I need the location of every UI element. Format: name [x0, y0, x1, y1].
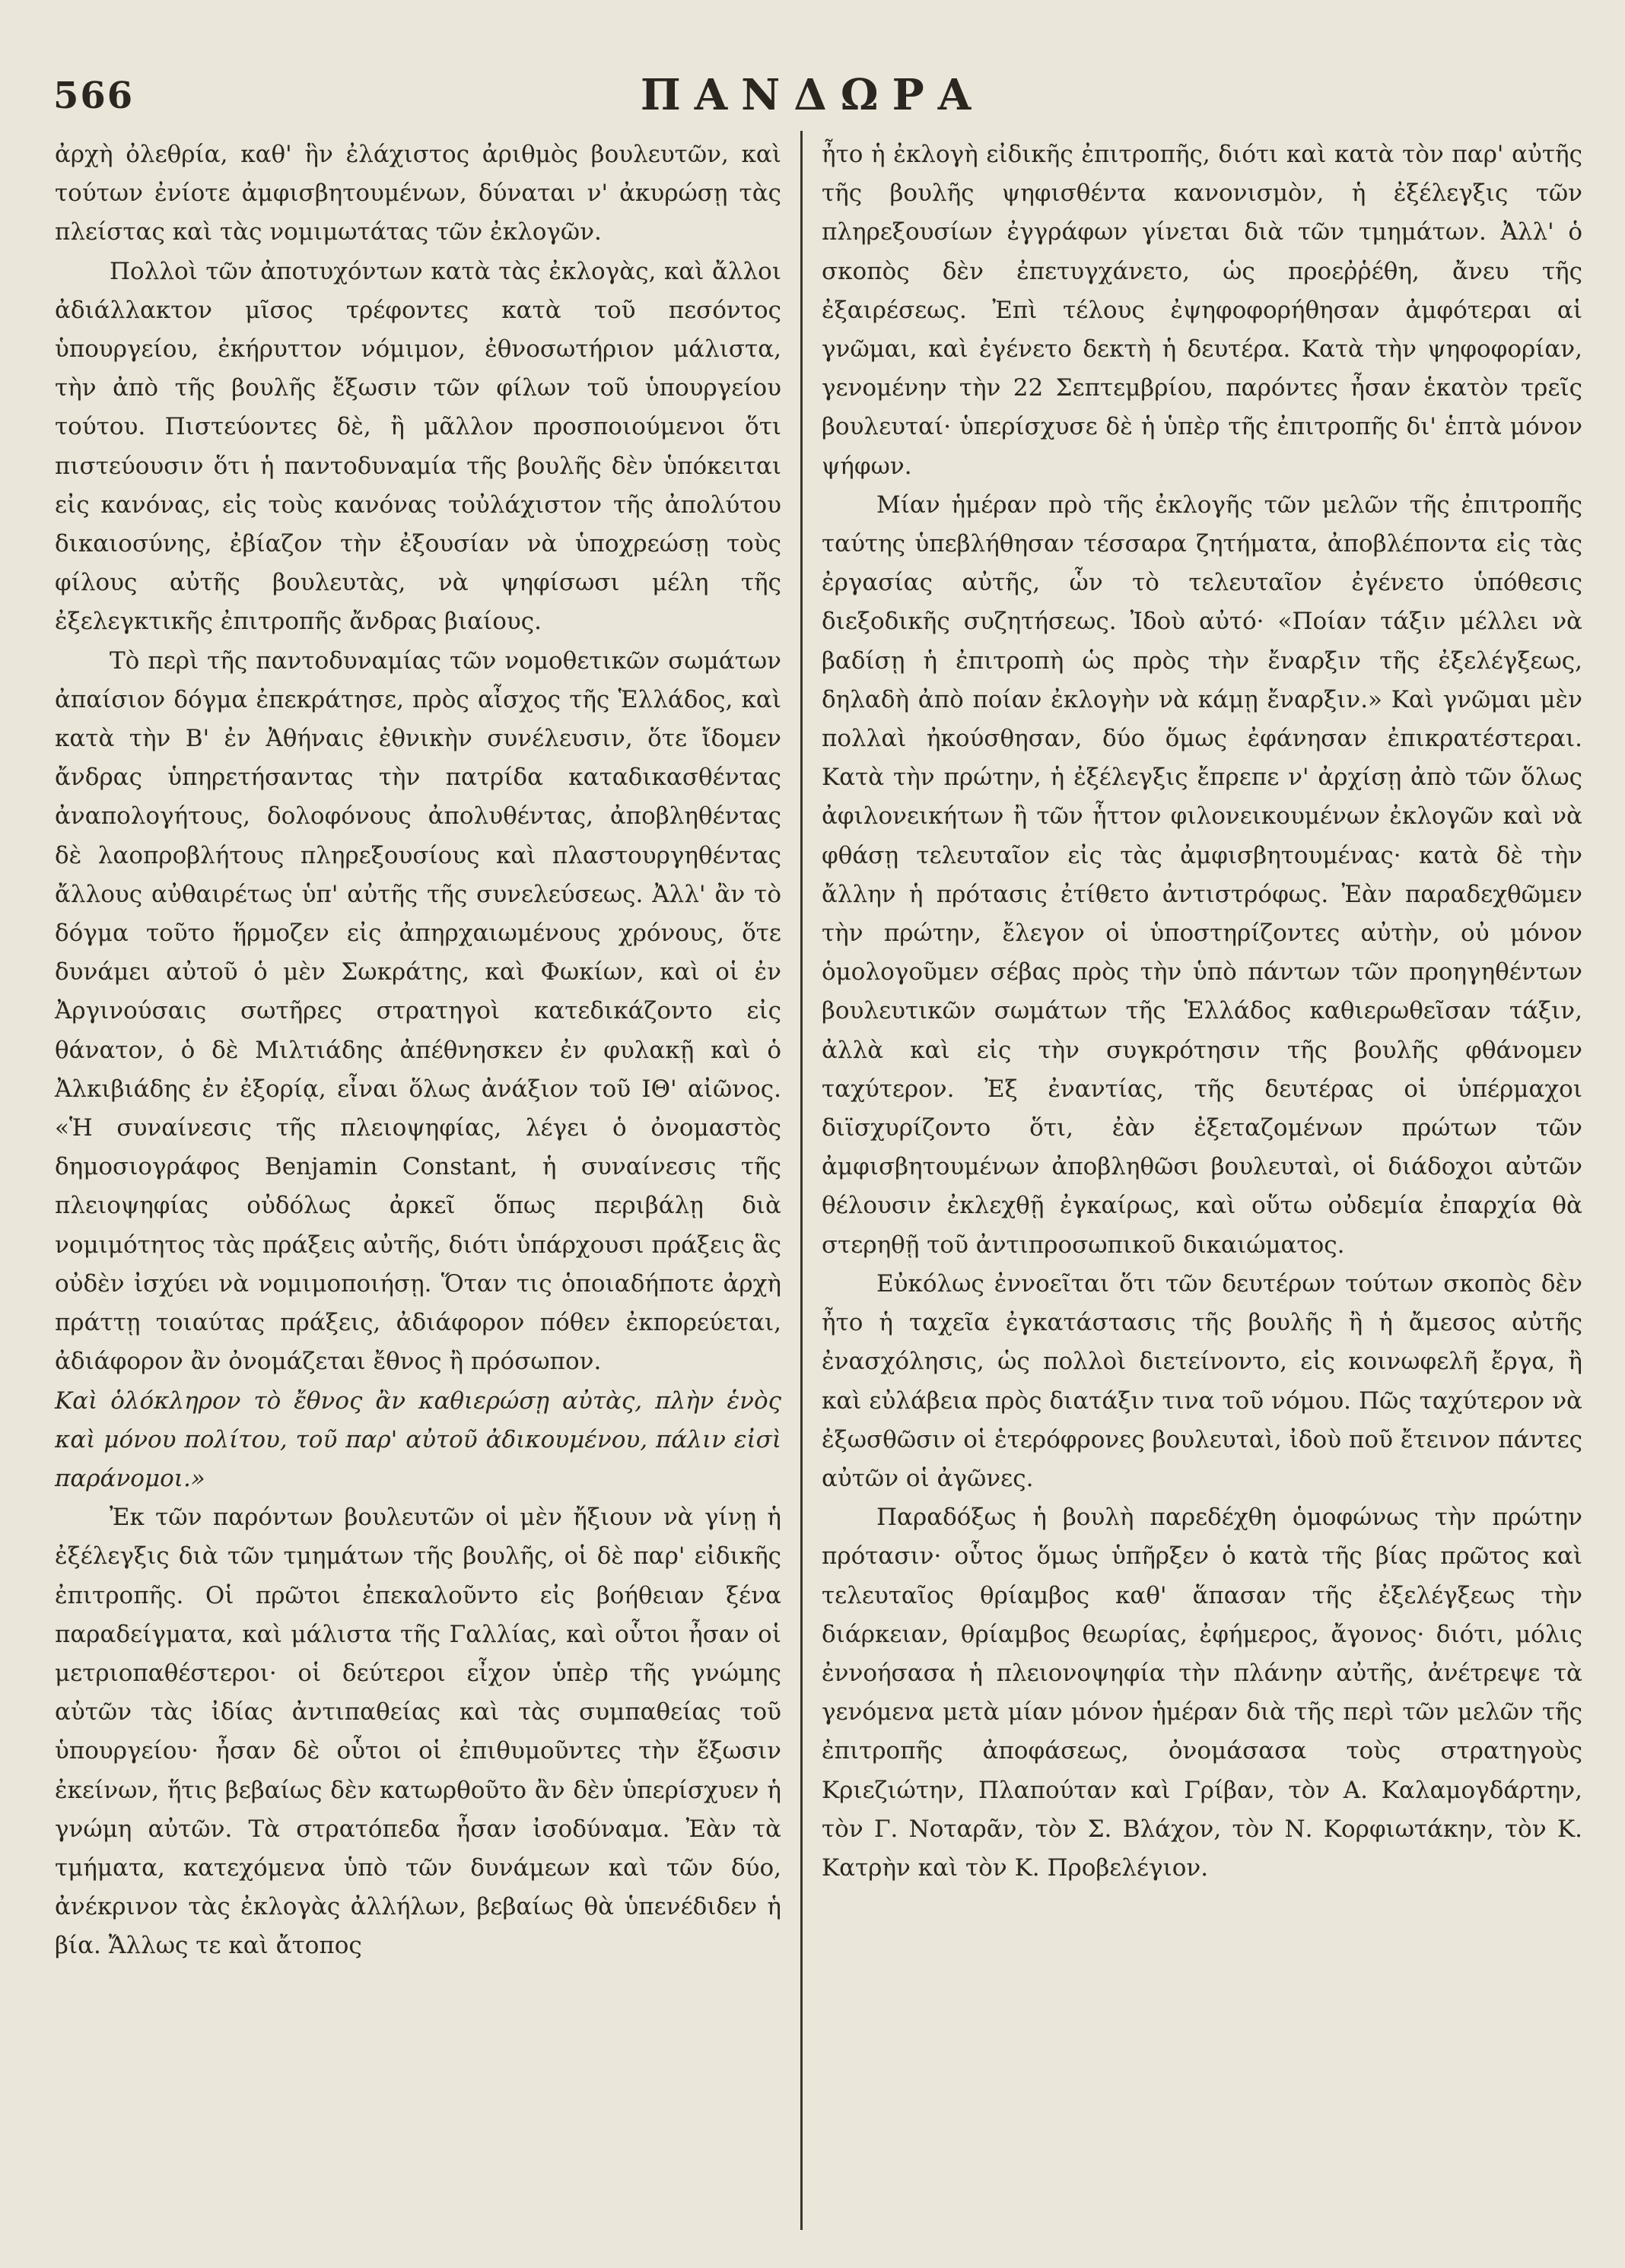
paragraph: Παραδόξως ἡ βουλὴ παρεδέχθη ὁμοφώνως τὴν πρώτην πρότασιν· οὗτος ὅμως ὑπῆρξεν ὁ κατὰ τῆς βίας πρῶτος καὶ τελευταῖος θρίαμβος καθ' ἅπασαν τῆς ἐξελέγξεως τὴν διάρκειαν, θρίαμβος θεωρίας, ἐφήμερος, ἄγονος· διότι, μόλις ἐννοήσασα ἡ πλειονοψηφία τὴν πλάνην αὐτῆς, ἀνέτρεψε τὰ γενόμενα μετὰ μίαν μόνον ἡμέραν διὰ τῆς περὶ τῶν μελῶν τῆς ἐπιτροπῆς ἀποφάσεως, ὀνομάσασα τοὺς στρατηγοὺς Κριεζιώτην, Πλαπούταν καὶ Γρίβαν, τὸν Α. Καλαμογδάρτην, τὸν Γ. Νοταρᾶν, τὸν Σ. Βλάχον, τὸν Ν. Κορφιωτάκην, τὸν Κ. Κατρὴν καὶ τὸν Κ. Προβελέγιον.	[822, 1504, 1582, 1882]
paragraph: Τὸ περὶ τῆς παντοδυναμίας τῶν νομοθετικῶν σωμάτων ἀπαίσιον δόγμα ἐπεκράτησε, πρὸς αἶσχος τῆς Ἑλλάδος, καὶ κατὰ τὴν Β' ἐν Ἀθήναις ἐθνικὴν συνέλευσιν, ὅτε ἴδομεν ἄνδρας ὑπηρετήσαντας τὴν πατρίδα καταδικασθέντας ἀναπολογήτους, δολοφόνους ἀπολυθέντας, ἀποβληθέντας δὲ λαοπροβλήτους πληρεξουσίους καὶ πλαστουργηθέντας ἄλλους αὐθαιρέτως ὑπ' αὐτῆς τῆς συνελεύσεως. Ἀλλ' ἂν τὸ δόγμα τοῦτο ἥρμοζεν εἰς ἀπηρχαιωμένους χρόνους, ὅτε δυνάμει αὐτοῦ ὁ μὲν Σωκράτης, καὶ Φωκίων, καὶ οἱ ἐν Ἀργινούσαις σωτῆρες στρατηγοὶ κατεδικάζοντο εἰς θάνατον, ὁ δὲ Μιλτιάδης ἀπέθνησκεν ἐν φυλακῇ καὶ ὁ Ἀλκιβιάδης ἐν ἐξορίᾳ, εἶναι ὅλως ἀνάξιον τοῦ ΙΘ' αἰῶνος. «Ἡ συναίνεσις τῆς πλειοψηφίας, λέγει ὁ ὀνομαστὸς δημοσιογράφος Benjamin Constant, ἡ συναίνεσις τῆς πλειοψηφίας οὐδόλως ἀρκεῖ ὅπως περιβάλῃ διὰ νομιμότητος τὰς πράξεις αὐτῆς, διότι ὑπάρχουσι πράξεις ἃς οὐδὲν ἰσχύει νὰ νομιμοποιήσῃ. Ὅταν τις ὁποιαδήποτε ἀρχὴ πράττῃ τοιαύτας πράξεις, ἀδιάφορον πόθεν ἐκπορεύεται, ἀδιάφορον ἂν ὀνομάζεται ἔθνος ἢ πρόσωπον.	[55, 646, 781, 1376]
running-title: ΠΑΝΔΩΡΑ	[640, 70, 985, 120]
paragraph: Εὐκόλως ἐννοεῖται ὅτι τῶν δευτέρων τούτων σκοπὸς δὲν ἦτο ἡ ταχεῖα ἐγκατάστασις τῆς βουλῆς ἢ ἡ ἄμεσος αὐτῆς ἐνασχόλησις, ὡς πολλοὶ διετείνοντο, εἰς κοινωφελῆ ἔργα, ἢ καὶ εὐλάβεια πρὸς διατάξιν τινα τοῦ νόμου. Πῶς ταχύτερον νὰ ἐξωσθῶσιν οἱ ἑτερόφρονες βουλευταὶ, ἰδοὺ ποῦ ἔτεινον πάντες αὐτῶν οἱ ἀγῶνες.	[822, 1269, 1582, 1492]
right-column	[822, 135, 1582, 1888]
left-column	[55, 135, 781, 1966]
paragraph: ἀρχὴ ὀλεθρία, καθ' ἣν ἐλάχιστος ἀριθμὸς βουλευτῶν, καὶ τούτων ἐνίοτε ἀμφισβητουμένων, δύναται ν' ἀκυρώσῃ τὰς πλείστας καὶ τὰς νομιμωτάτας τῶν ἐκλογῶν.	[55, 141, 781, 246]
paragraph: Πολλοὶ τῶν ἀποτυχόντων κατὰ τὰς ἐκλογὰς, καὶ ἄλλοι ἀδιάλλακτον μῖσος τρέφοντες κατὰ τοῦ πεσόντος ὑπουργείου, ἐκήρυττον νόμιμον, ἐθνοσωτήριον μάλιστα, τὴν ἀπὸ τῆς βουλῆς ἔξωσιν τῶν φίλων τοῦ ὑπουργείου τούτου. Πιστεύοντες δὲ, ἢ μᾶλλον προσποιούμενοι ὅτι πιστεύουσιν ὅτι ἡ παντοδυναμία τῆς βουλῆς δὲν ὑπόκειται εἰς κανόνας, εἰς τοὺς κανόνας τοὐλάχιστον τῆς ἀπολύτου δικαιοσύνης, ἐβίαζον τὴν ἐξουσίαν νὰ ὑποχρεώσῃ τοὺς φίλους αὐτῆς βουλευτὰς, νὰ ψηφίσωσι μέλη τῆς ἐξελεγκτικῆς ἐπιτροπῆς ἄνδρας βιαίους.	[55, 257, 781, 636]
column-divider	[800, 131, 803, 2230]
quotation-italic: Καὶ ὁλόκληρον τὸ ἔθνος ἂν καθιερώσῃ αὐτὰς, πλὴν ἑνὸς καὶ μόνου πολίτου, τοῦ παρ' αὐτοῦ ἀδικουμένου, πάλιν εἰσὶ παράνομοι.»	[55, 1387, 781, 1492]
paragraph: Μίαν ἡμέραν πρὸ τῆς ἐκλογῆς τῶν μελῶν τῆς ἐπιτροπῆς ταύτης ὑπεβλήθησαν τέσσαρα ζητήματα, ἀποβλέποντα εἰς τὰς ἐργασίας αὐτῆς, ὧν τὸ τελευταῖον ἐγένετο ὑπόθεσις διεξοδικῆς συζητήσεως. Ἰδοὺ αὐτό· «Ποίαν τάξιν μέλλει νὰ βαδίσῃ ἡ ἐπιτροπὴ ὡς πρὸς τὴν ἔναρξιν τῆς ἐξελέγξεως, δηλαδὴ ἀπὸ ποίαν ἐκλογὴν νὰ κάμῃ ἔναρξιν.» Καὶ γνῶμαι μὲν πολλαὶ ἠκούσθησαν, δύο ὅμως ἐφάνησαν ἐπικρατέστεραι. Κατὰ τὴν πρώτην, ἡ ἐξέλεγξις ἔπρεπε ν' ἀρχίσῃ ἀπὸ τῶν ὅλως ἀφιλονεικήτων ἢ τῶν ἧττον φιλονεικουμένων ἐκλογῶν καὶ νὰ φθάσῃ τελευταῖον εἰς τὰς ἀμφισβητουμένας· κατὰ δὲ τὴν ἄλλην ἡ πρότασις ἐτίθετο ἀντιστρόφως. Ἐὰν παραδεχθῶμεν τὴν πρώτην, ἔλεγον οἱ ὑποστηρίζοντες αὐτὴν, οὐ μόνον ὁμολογοῦμεν σέβας πρὸς τὴν ὑπὸ πάντων τῶν προηγηθέντων βουλευτικῶν σωμάτων τῆς Ἑλλάδος καθιερωθεῖσαν τάξιν, ἀλλὰ καὶ εἰς τὴν συγκρότησιν τῆς βουλῆς φθάνομεν ταχύτερον. Ἐξ ἐναντίας, τῆς δευτέρας οἱ ὑπέρμαχοι διϊσχυρίζοντο ὅτι, ἐὰν ἐξεταζομένων πρώτων τῶν ἀμφισβητουμένων ἀποβληθῶσι βουλευταὶ, οἱ διάδοχοι αὐτῶν θέλουσιν ἐκλεχθῇ ἐγκαίρως, καὶ οὕτω οὐδεμία ἐπαρχία θὰ στερηθῇ τοῦ ἀντιπροσωπικοῦ δικαιώματος.	[822, 491, 1582, 1259]
page-number: 566	[53, 75, 135, 117]
paragraph: Ἐκ τῶν παρόντων βουλευτῶν οἱ μὲν ἤξιουν νὰ γίνῃ ἡ ἐξέλεγξις διὰ τῶν τμημάτων τῆς βουλῆς, οἱ δὲ παρ' εἰδικῆς ἐπιτροπῆς. Οἱ πρῶτοι ἐπεκαλοῦντο εἰς βοήθειαν ξένα παραδείγματα, καὶ μάλιστα τῆς Γαλλίας, καὶ οὗτοι ἦσαν οἱ μετριοπαθέστεροι· οἱ δεύτεροι εἶχον ὑπὲρ τῆς γνώμης αὐτῶν τὰς ἰδίας ἀντιπαθείας καὶ τὰς συμπαθείας τοῦ ὑπουργείου· ἦσαν δὲ οὗτοι οἱ ἐπιθυμοῦντες τὴν ἔξωσιν ἐκείνων, ἥτις βεβαίως δὲν κατωρθοῦτο ἂν δὲν ὑπερίσχυεν ἡ γνώμη αὐτῶν. Τὰ στρατόπεδα ἦσαν ἰσοδύναμα. Ἐὰν τὰ τμήματα, κατεχόμενα ὑπὸ τῶν δυνάμεων καὶ τῶν δύο, ἀνέκρινον τὰς ἐκλογὰς ἀλλήλων, βεβαίως θὰ ὑπενέδιδεν ἡ βία. Ἄλλως τε καὶ ἄτοπος	[55, 1504, 781, 1960]
page-header	[0, 0, 1625, 129]
paragraph: ἦτο ἡ ἐκλογὴ εἰδικῆς ἐπιτροπῆς, διότι καὶ κατὰ τὸν παρ' αὐτῆς τῆς βουλῆς ψηφισθέντα κανονισμὸν, ἡ ἐξέλεγξις τῶν πληρεξουσίων ἐγγράφων γίνεται διὰ τῶν τμημάτων. Ἀλλ' ὁ σκοπὸς δὲν ἐπετυγχάνετο, ὡς προεῤῥέθη, ἄνευ τῆς ἐξαιρέσεως. Ἐπὶ τέλους ἐψηφοφορήθησαν ἀμφότεραι αἱ γνῶμαι, καὶ ἐγένετο δεκτὴ ἡ δευτέρα. Κατὰ τὴν ψηφοφορίαν, γενομένην τὴν 22 Σεπτεμβρίου, παρόντες ἦσαν ἑκατὸν τρεῖς βουλευταί· ὑπερίσχυσε δὲ ἡ ὑπὲρ τῆς ἐπιτροπῆς δι' ἑπτὰ μόνον ψήφων.	[822, 141, 1582, 480]
